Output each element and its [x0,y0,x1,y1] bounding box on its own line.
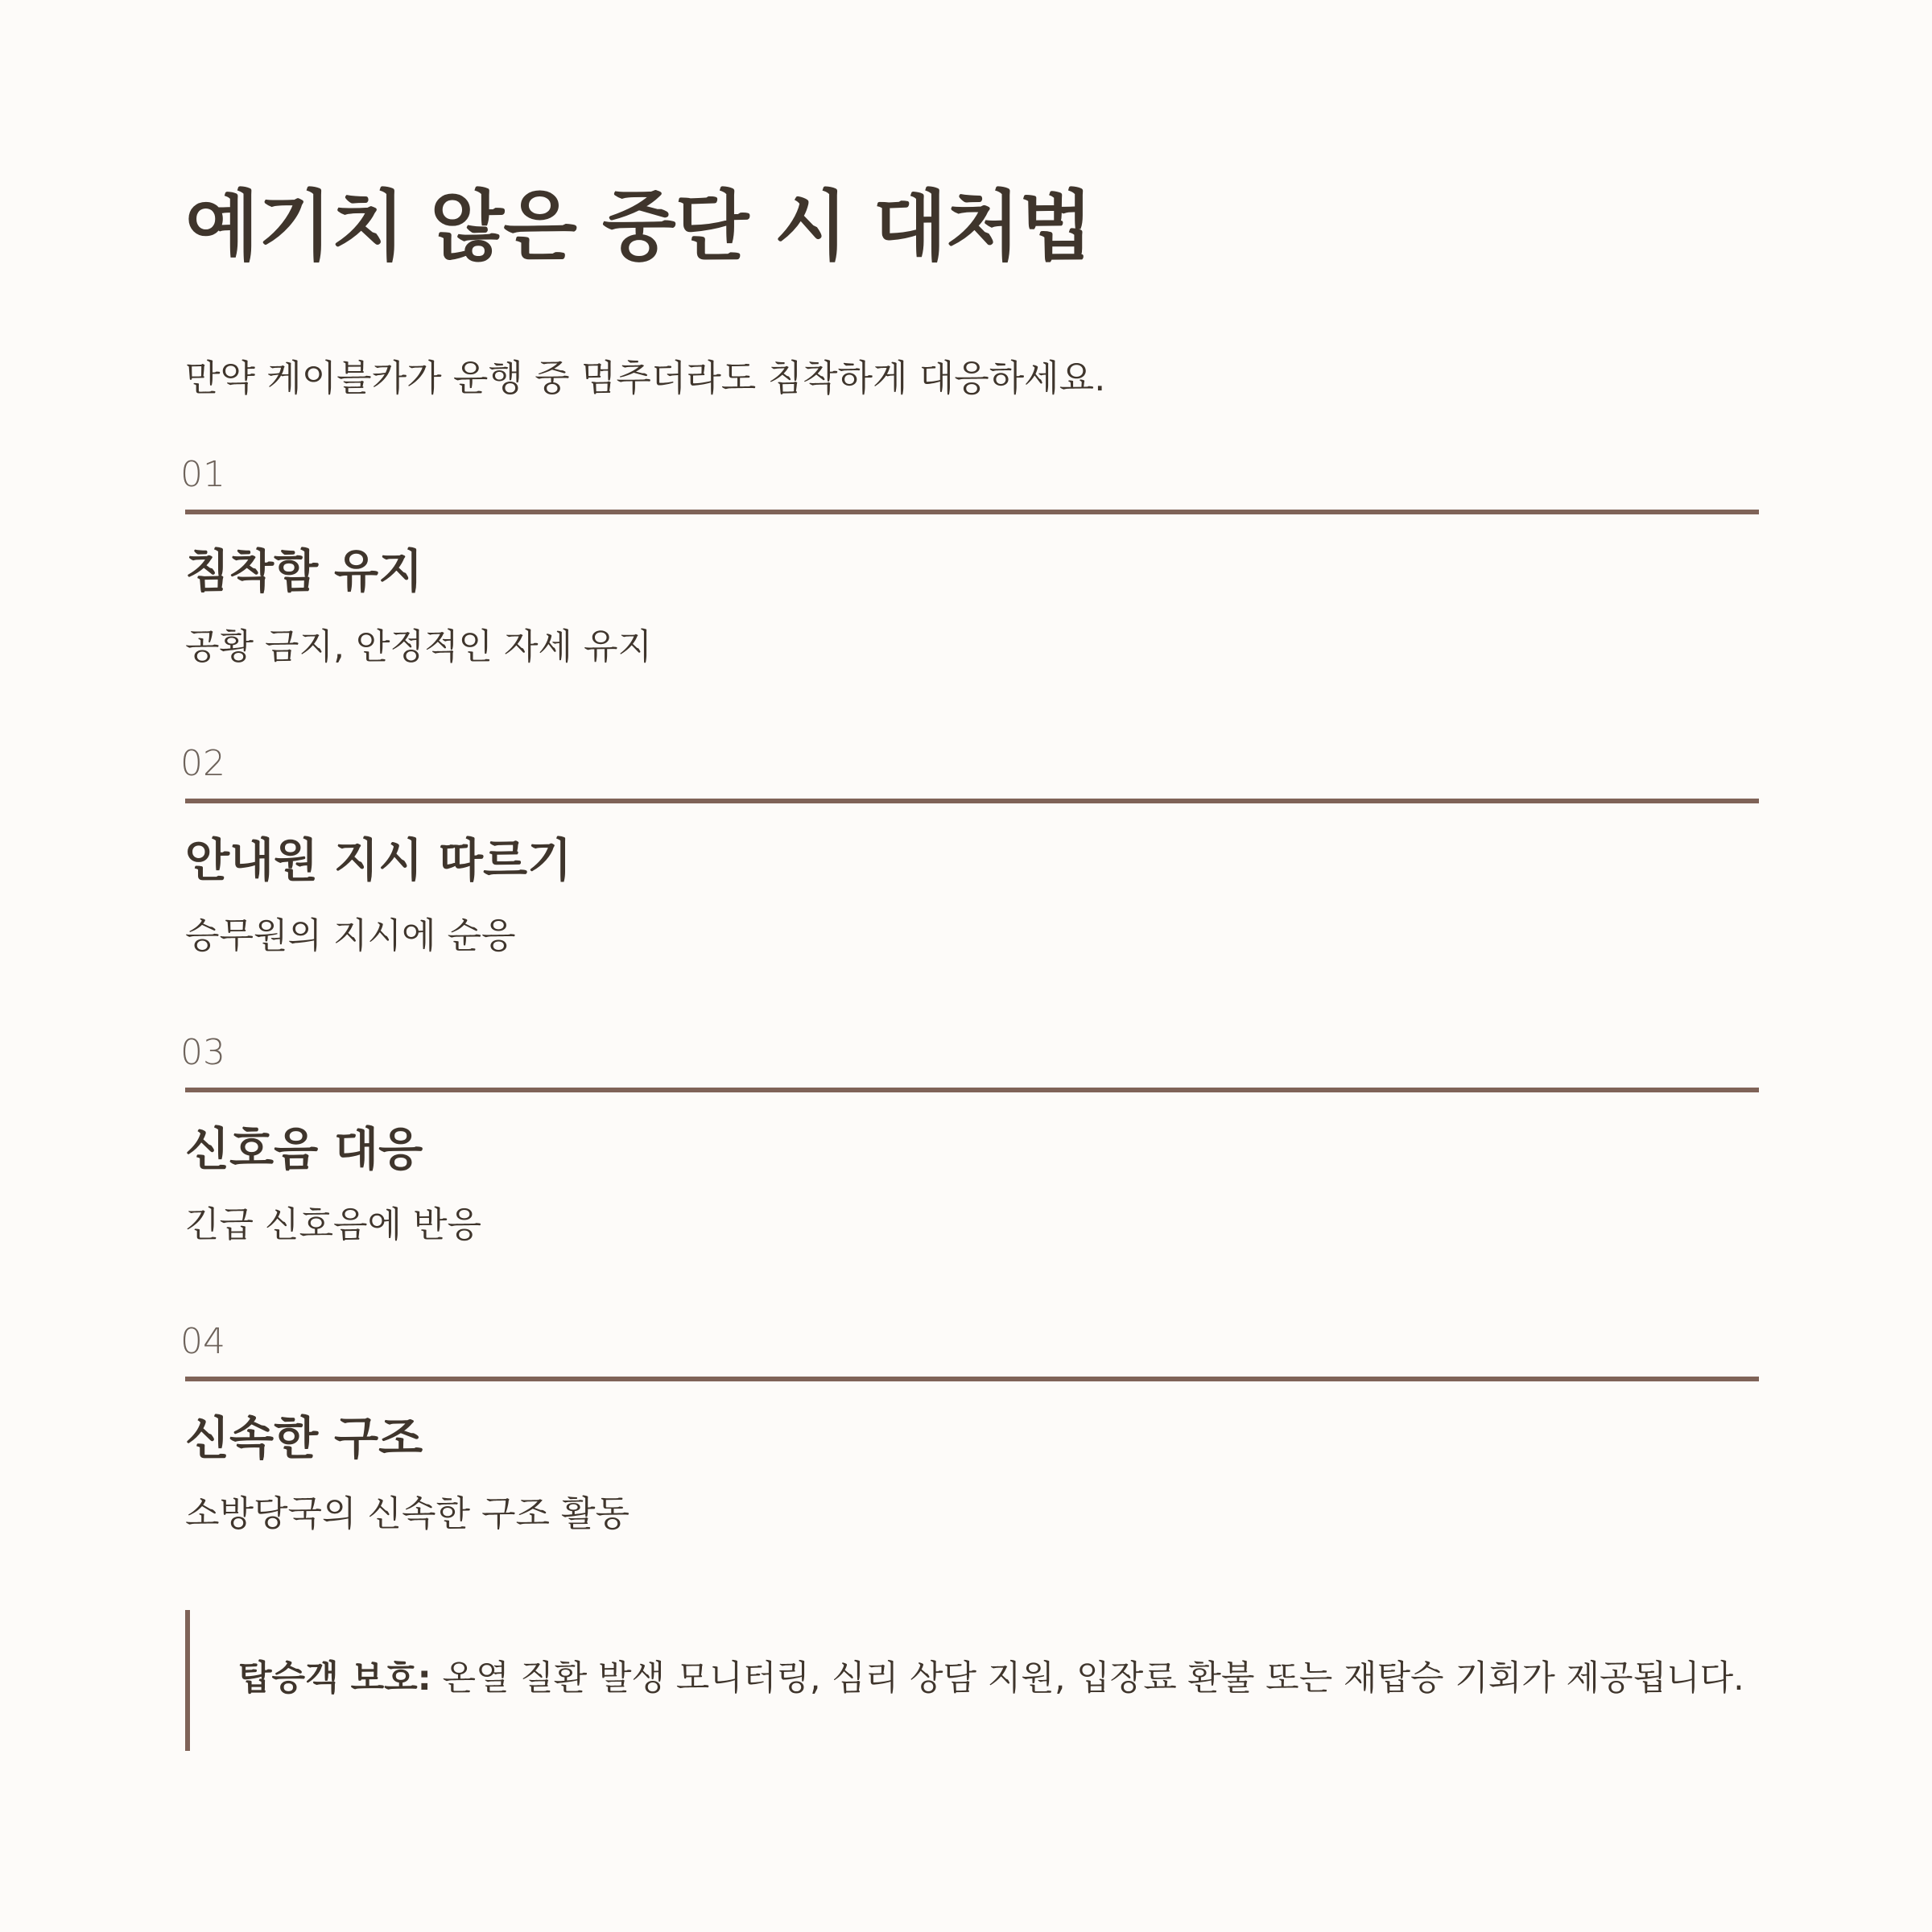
step-number: 02 [180,743,225,784]
note-text [238,1658,1744,1700]
step-title: 안내원 지시 따르기 [185,834,572,887]
step-2 [180,743,1759,980]
step-divider [185,1377,1759,1381]
step-divider [185,510,1759,514]
step-title: 침착함 유지 [185,545,423,598]
step-3 [180,1032,1759,1269]
step-description: 승무원의 지시에 순응 [185,915,516,956]
step-description: 소방당국의 신속한 구조 활동 [185,1493,630,1534]
note-accent-bar [185,1610,190,1751]
step-description: 공황 금지, 안정적인 자세 유지 [185,626,652,667]
step-title: 신속한 구조 [185,1412,423,1465]
page-title: 예기치 않은 중단 시 대처법 [185,183,1092,271]
step-4 [180,1321,1759,1558]
step-number: 03 [180,1032,225,1073]
page [180,0,1759,1932]
passenger-protection-note [185,1610,1759,1751]
step-divider [185,1088,1759,1092]
step-1 [180,454,1759,691]
step-title: 신호음 대응 [185,1123,423,1176]
step-description: 긴급 신호음에 반응 [185,1204,482,1245]
note-body: 온열 질환 발생 모니터링, 심리 상담 지원, 입장료 환불 또는 재탑승 기회가 제공됩니다. [431,1658,1744,1699]
step-number: 01 [180,454,225,495]
note-label: 탑승객 보호: [238,1658,431,1699]
step-number: 04 [180,1321,225,1362]
step-divider [185,799,1759,803]
page-subtitle: 만약 케이블카가 운행 중 멈추더라도 침착하게 대응하세요. [185,357,1106,399]
